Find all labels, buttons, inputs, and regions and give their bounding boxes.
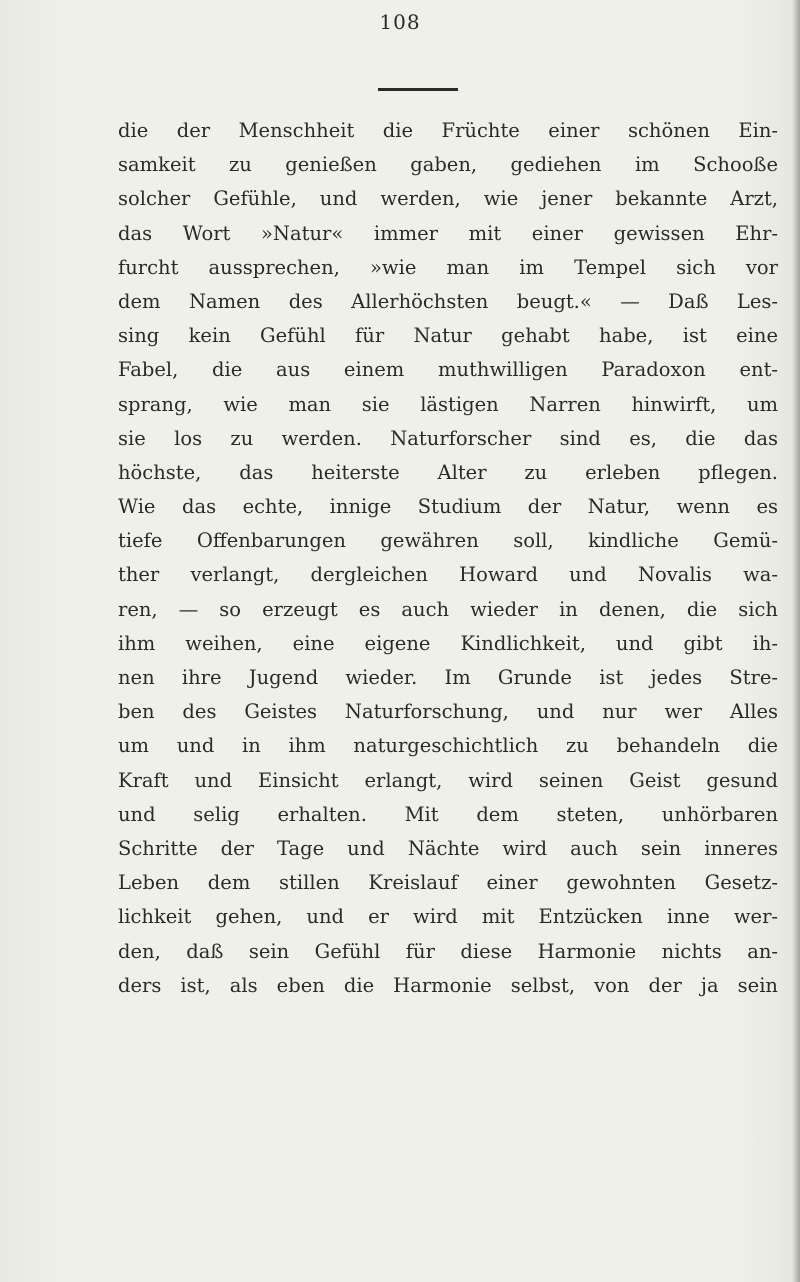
page-edge-shadow <box>792 0 800 1282</box>
text-line: Fabel, die aus einem muthwilligen Paradoxon ent- <box>118 358 778 382</box>
text-line: lichkeit gehen, und er wird mit Entzücken inne wer- <box>118 905 778 929</box>
text-line: ben des Geistes Naturforschung, und nur wer Alles <box>118 700 778 724</box>
text-line: sprang, wie man sie lästigen Narren hinwirft, um <box>118 392 778 416</box>
page-number: 108 <box>379 10 421 34</box>
text-line: samkeit zu genießen gaben, gediehen im Schooße <box>118 153 778 177</box>
text-line: sie los zu werden. Naturforscher sind es, die das <box>118 426 778 450</box>
text-line: höchste, das heiterste Alter zu erleben pflegen. <box>118 460 778 484</box>
text-line: furcht aussprechen, »wie man im Tempel sich vor <box>118 255 778 279</box>
text-line: ihm weihen, eine eigene Kindlichkeit, und gibt ih- <box>118 631 778 655</box>
body-text <box>118 114 778 1003</box>
text-line: um und in ihm naturgeschichtlich zu behandeln die <box>118 734 778 758</box>
text-line: die der Menschheit die Früchte einer schönen Ein- <box>118 119 778 142</box>
text-line: und selig erhalten. Mit dem steten, unhörbaren <box>118 802 778 826</box>
text-line: den, daß sein Gefühl für diese Harmonie nichts an- <box>118 939 778 963</box>
text-line: Kraft und Einsicht erlangt, wird seinen Geist gesund <box>118 768 778 792</box>
text-line: ren, — so erzeugt es auch wieder in denen, die sich <box>118 597 778 621</box>
text-line: solcher Gefühle, und werden, wie jener bekannte Arzt, <box>118 187 778 211</box>
text-line: Leben dem stillen Kreislauf einer gewohnten Gesetz- <box>118 871 778 895</box>
header-rule <box>378 88 458 91</box>
text-line: dem Namen des Allerhöchsten beugt.« — Daß Les- <box>118 289 778 313</box>
text-line: das Wort »Natur« immer mit einer gewissen Ehr- <box>118 221 778 245</box>
text-line: Schritte der Tage und Nächte wird auch sein inneres <box>118 836 778 860</box>
text-line: sing kein Gefühl für Natur gehabt habe, ist eine <box>118 324 778 348</box>
text-line: tiefe Offenbarungen gewähren soll, kindliche Gemü- <box>118 529 778 553</box>
text-line: ther verlangt, dergleichen Howard und Novalis wa- <box>118 563 778 587</box>
text-line: Wie das echte, innige Studium der Natur, wenn es <box>118 495 778 519</box>
text-line: ders ist, als eben die Harmonie selbst, von der ja sein <box>118 973 778 997</box>
text-line: nen ihre Jugend wieder. Im Grunde ist jedes Stre- <box>118 666 778 689</box>
